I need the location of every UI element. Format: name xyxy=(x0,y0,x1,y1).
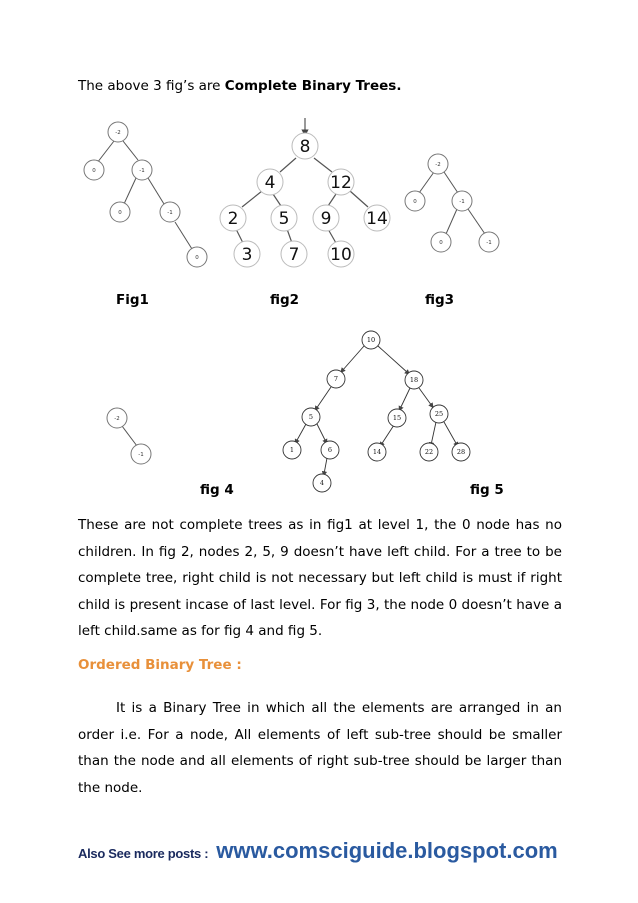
fig2-node: 9 xyxy=(320,209,332,229)
fig4-node: -2 xyxy=(114,416,120,422)
fig5-node: 18 xyxy=(409,376,419,384)
fig2-node: 2 xyxy=(227,209,239,229)
fig1-node: -2 xyxy=(115,130,121,136)
fig3-node: -1 xyxy=(486,240,492,246)
fig1-node: -1 xyxy=(139,168,145,174)
fig2-node: 7 xyxy=(288,245,300,265)
fig1-node: 0 xyxy=(118,210,122,216)
fig5-node: 25 xyxy=(434,410,444,418)
fig1-caption: Fig1 xyxy=(116,292,149,308)
figure-1 xyxy=(97,141,192,249)
fig2-node: 8 xyxy=(299,137,311,157)
fig3-caption: fig3 xyxy=(425,292,455,308)
fig2-node: 12 xyxy=(330,173,352,193)
fig5-node: 10 xyxy=(366,336,376,344)
footer-link[interactable]: www.comsciguide.blogspot.com xyxy=(216,838,558,863)
fig2-node: 5 xyxy=(278,209,290,229)
fig5-node: 22 xyxy=(424,448,434,456)
fig2-node: 14 xyxy=(366,209,388,229)
fig3-node: -1 xyxy=(459,199,465,205)
footer xyxy=(78,838,558,864)
fig1-node: -1 xyxy=(167,210,173,216)
intro-bold: Complete Binary Trees. xyxy=(224,78,402,94)
fig1-node: 0 xyxy=(92,168,96,174)
fig2-node: 4 xyxy=(264,173,276,193)
fig4-caption: fig 4 xyxy=(200,482,234,498)
fig5-node: 7 xyxy=(333,375,339,383)
fig5-node: 4 xyxy=(319,479,325,487)
fig5-caption: fig 5 xyxy=(470,482,504,498)
footer-label: Also See more posts : xyxy=(78,846,209,861)
fig5-node: 5 xyxy=(308,413,314,421)
section-heading: Ordered Binary Tree : xyxy=(78,657,242,673)
intro-prefix: The above 3 fig’s are xyxy=(78,78,225,94)
fig2-caption: fig2 xyxy=(270,292,300,308)
fig3-node: 0 xyxy=(413,199,417,205)
fig2-node: 3 xyxy=(241,245,253,265)
fig5-node: 1 xyxy=(289,446,295,454)
fig5-node: 15 xyxy=(392,414,402,422)
fig5-node: 6 xyxy=(327,446,333,454)
fig1-node: 0 xyxy=(195,255,199,261)
fig3-node: 0 xyxy=(439,240,443,246)
fig3-node: -2 xyxy=(435,162,441,168)
fig5-node: 28 xyxy=(456,448,466,456)
explanation-paragraph: These are not complete trees as in fig1 at level 1, the 0 node has no children. In fig 2, nodes 2, 5, 9 doesn’t have left child. For a tree to be complete tree, right child is not necessary but left child is must if right child is present incase of last level. For fig 3, the node 0 doesn’t have a left child.same as for fig 4 and fig 5. xyxy=(78,517,562,639)
fig2-node: 10 xyxy=(330,245,352,265)
figure-4 xyxy=(122,426,137,446)
fig5-node: 14 xyxy=(372,448,382,456)
definition-paragraph: It is a Binary Tree in which all the elements are arranged in an order i.e. For a node, All elements of left sub-tree should be smaller than the node and all elements of right sub-tree should be larger than the node. xyxy=(78,700,562,796)
fig4-node: -1 xyxy=(138,452,144,458)
